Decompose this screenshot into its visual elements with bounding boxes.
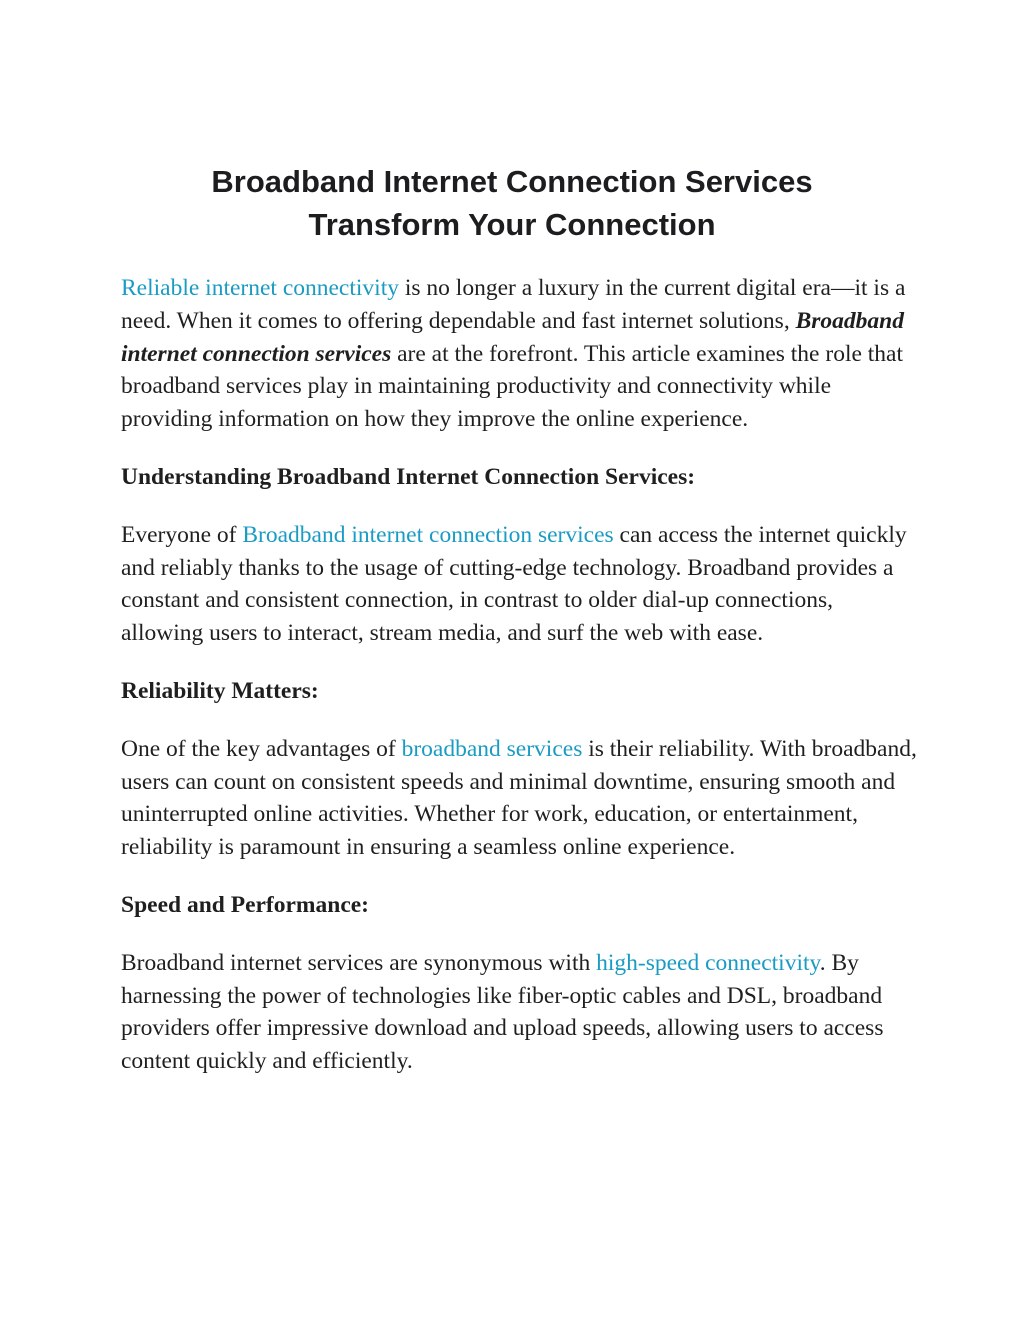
section2-text-2: is their reliability. With broadband, users can count on consistent speeds and minimal downtime, ensuring smooth and uninterrupted online activities. Whether for work, education, or entertainment, reliability is paramount in ensuring a seamless online experience. xyxy=(121,735,917,861)
section-paragraph-speed xyxy=(121,947,921,1078)
reliable-connectivity-link[interactable]: Reliable internet connectivity xyxy=(121,275,399,301)
broadband-services-link[interactable]: Broadband internet connection services xyxy=(242,521,614,548)
intro-emphasis: Broadband internet connection services xyxy=(121,307,904,367)
section3-text-1: Broadband internet services are synonymous with xyxy=(121,949,597,976)
document-body xyxy=(121,272,921,1103)
high-speed-connectivity-link[interactable]: high-speed connectivity xyxy=(596,949,820,976)
section-heading-speed: Speed and Performance: xyxy=(121,891,370,918)
document-title xyxy=(0,160,1024,246)
section1-text-2: can access the internet quickly and reliably thanks to the usage of cutting-edge technology. Broadband provides a constant and consistent connection, in contrast to older dial-up connections, allowing users to interact, stream media, and surf the web with ease. xyxy=(121,521,907,647)
intro-text-1: is no longer a luxury in the current digital era—it is a need. When it comes to offering dependable and fast internet solutions, xyxy=(121,275,906,334)
intro-text-2: are at the forefront. This article examines the role that broadband services play in maintaining productivity and connectivity while providing information on how they improve the online experience. xyxy=(121,340,904,433)
section3-text-2: . By harnessing the power of technologies like fiber-optic cables and DSL, broadband providers offer impressive download and upload speeds, allowing users to access content quickly and efficiently. xyxy=(121,949,884,1075)
section-heading-reliability: Reliability Matters: xyxy=(121,677,319,704)
section-paragraph-understanding xyxy=(121,519,921,650)
section-paragraph-reliability xyxy=(121,733,921,864)
broadband-services-short-link[interactable]: broadband services xyxy=(401,735,583,762)
section1-text-1: Everyone of xyxy=(121,521,243,548)
intro-paragraph xyxy=(121,272,921,436)
title-line-2: Transform Your Connection xyxy=(308,207,716,242)
section-heading-understanding: Understanding Broadband Internet Connection Services: xyxy=(121,463,696,490)
section2-text-1: One of the key advantages of xyxy=(121,735,402,762)
title-line-1: Broadband Internet Connection Services xyxy=(211,164,813,199)
